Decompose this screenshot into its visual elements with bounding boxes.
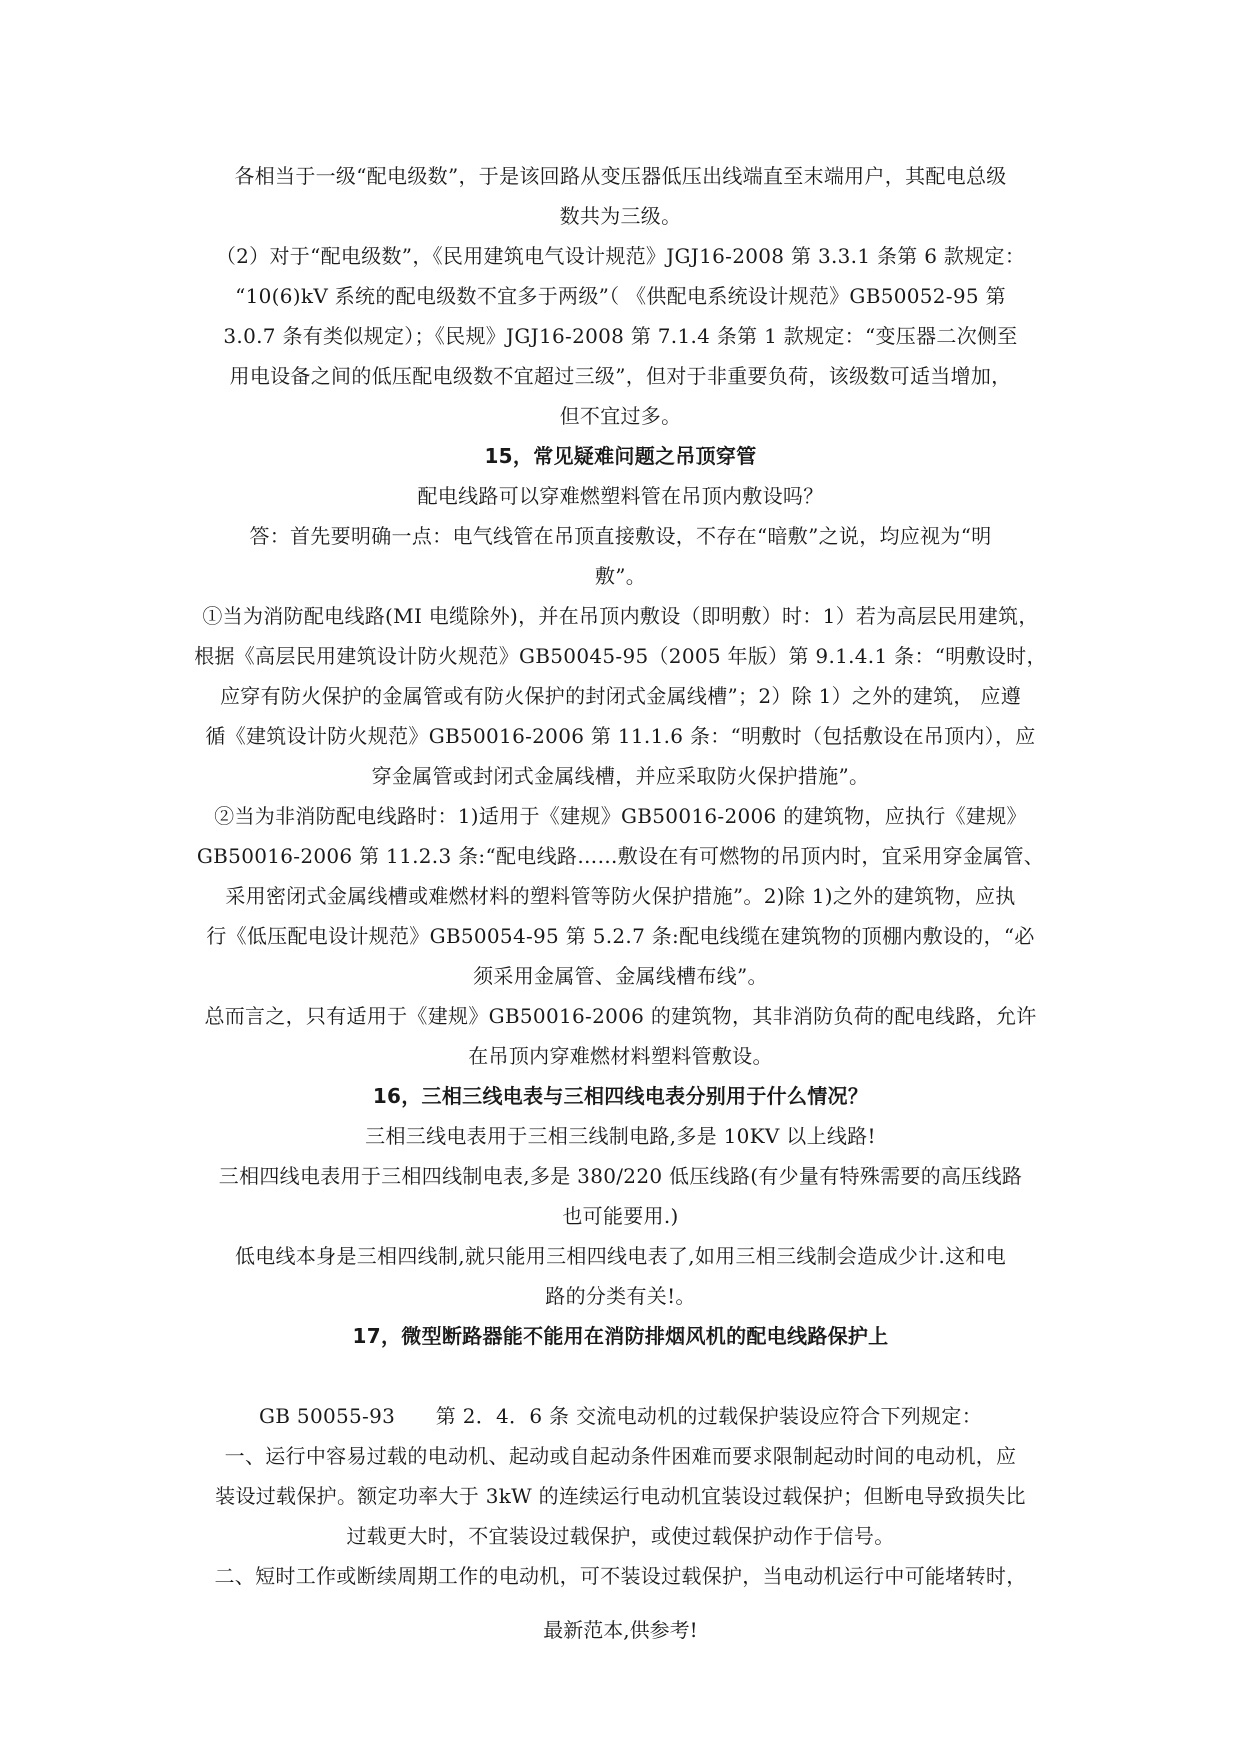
paragraph-line: 用电设备之间的低压配电级数不宜超过三级”，但对于非重要负荷，该级数可适当增加， bbox=[229, 364, 1012, 388]
paragraph-line: 三相三线电表用于三相三线制电路,多是 10KV 以上线路! bbox=[365, 1124, 876, 1148]
paragraph-line: 采用密闭式金属线槽或难燃材料的塑料管等防火保护措施”。2)除 1)之外的建筑物，应执 bbox=[225, 884, 1016, 908]
paragraph-line: GB50016-2006 第 11.2.3 条:“配电线路……敷设在有可燃物的吊顶内时，宜采用穿金属管、 bbox=[196, 844, 1045, 868]
section-heading: 17，微型断路器能不能用在消防排烟风机的配电线路保护上 bbox=[352, 1324, 889, 1348]
paragraph-line: 配电线路可以穿难燃塑料管在吊顶内敷设吗？ bbox=[417, 484, 824, 508]
document-body bbox=[175, 156, 1066, 1596]
paragraph-line: 也可能要用.) bbox=[562, 1204, 679, 1228]
section-heading: 15，常见疑难问题之吊顶穿管 bbox=[484, 444, 757, 468]
paragraph-line: 但不宜过多。 bbox=[559, 404, 682, 428]
paragraph-line: 路的分类有关!。 bbox=[545, 1284, 696, 1308]
paragraph-line: 根据《高层民用建筑设计防火规范》GB50045-95（2005 年版）第 9.1.4.1 条：“明敷设时， bbox=[194, 644, 1047, 668]
page-footer: 最新范本,供参考! bbox=[543, 1618, 698, 1642]
paragraph-line: 三相四线电表用于三相四线制电表,多是 380/220 低压线路(有少量有特殊需要的高压线路 bbox=[218, 1164, 1023, 1188]
paragraph-line: 循《建筑设计防火规范》GB50016-2006 第 11.1.6 条：“明敷时（包括敷设在吊顶内），应 bbox=[205, 724, 1036, 748]
paragraph-line: 装设过载保护。额定功率大于 3kW 的连续运行电动机宜装设过载保护；但断电导致损失比 bbox=[215, 1484, 1026, 1508]
paragraph-line: 行《低压配电设计规范》GB50054-95 第 5.2.7 条:配电线缆在建筑物的顶棚内敷设的，“必 bbox=[206, 924, 1035, 948]
paragraph-line: 总而言之，只有适用于《建规》GB50016-2006 的建筑物，其非消防负荷的配电线路，允许 bbox=[204, 1004, 1037, 1028]
section-heading: 16，三相三线电表与三相四线电表分别用于什么情况？ bbox=[372, 1084, 869, 1108]
paragraph-line: 一、运行中容易过载的电动机、起动或自起动条件困难而要求限制起动时间的电动机，应 bbox=[224, 1444, 1017, 1468]
paragraph-line: 应穿有防火保护的金属管或有防火保护的封闭式金属线槽”；2）除 1）之外的建筑， 应遵 bbox=[220, 684, 1021, 708]
paragraph-line: 3.0.7 条有类似规定）；《民规》JGJ16-2008 第 7.1.4 条第 1 款规定：“变压器二次侧至 bbox=[223, 324, 1018, 348]
paragraph-line: ②当为非消防配电线路时：1)适用于《建规》GB50016-2006 的建筑物，应执行《建规》 bbox=[214, 804, 1027, 828]
paragraph-line: 低电线本身是三相四线制,就只能用三相四线电表了,如用三相三线制会造成少计.这和电 bbox=[234, 1244, 1007, 1268]
paragraph-line: 过载更大时，不宜装设过载保护，或使过载保护动作于信号。 bbox=[346, 1524, 895, 1548]
paragraph-line: 在吊顶内穿难燃材料塑料管敷设。 bbox=[468, 1044, 773, 1068]
paragraph-line: 敷”。 bbox=[594, 564, 647, 588]
paragraph-line: ①当为消防配电线路(MI 电缆除外)，并在吊顶内敷设（即明敷）时：1）若为高层民用建筑， bbox=[202, 604, 1039, 628]
paragraph-line: 数共为三级。 bbox=[559, 204, 682, 228]
paragraph-line: 二、短时工作或断续周期工作的电动机，可不装设过载保护，当电动机运行中可能堵转时， bbox=[214, 1564, 1027, 1588]
paragraph-line: GB 50055-93 第 2．4．6 条 交流电动机的过载保护装设应符合下列规定： bbox=[258, 1404, 982, 1428]
paragraph-line: 各相当于一级“配电级数”，于是该回路从变压器低压出线端直至末端用户，其配电总级 bbox=[234, 164, 1007, 188]
paragraph-line: （2）对于“配电级数”，《民用建筑电气设计规范》JGJ16-2008 第 3.3.1 条第 6 款规定： bbox=[215, 244, 1026, 268]
paragraph-line: 须采用金属管、金属线槽布线”。 bbox=[473, 964, 768, 988]
paragraph-line: “10(6)kV 系统的配电级数不宜多于两级”（ 《供配电系统设计规范》GB50052-95 第 bbox=[235, 284, 1006, 308]
paragraph-line: 答：首先要明确一点：电气线管在吊顶直接敷设，不存在“暗敷”之说，均应视为“明 bbox=[249, 524, 992, 548]
paragraph-line: 穿金属管或封闭式金属线槽，并应采取防火保护措施”。 bbox=[371, 764, 870, 788]
